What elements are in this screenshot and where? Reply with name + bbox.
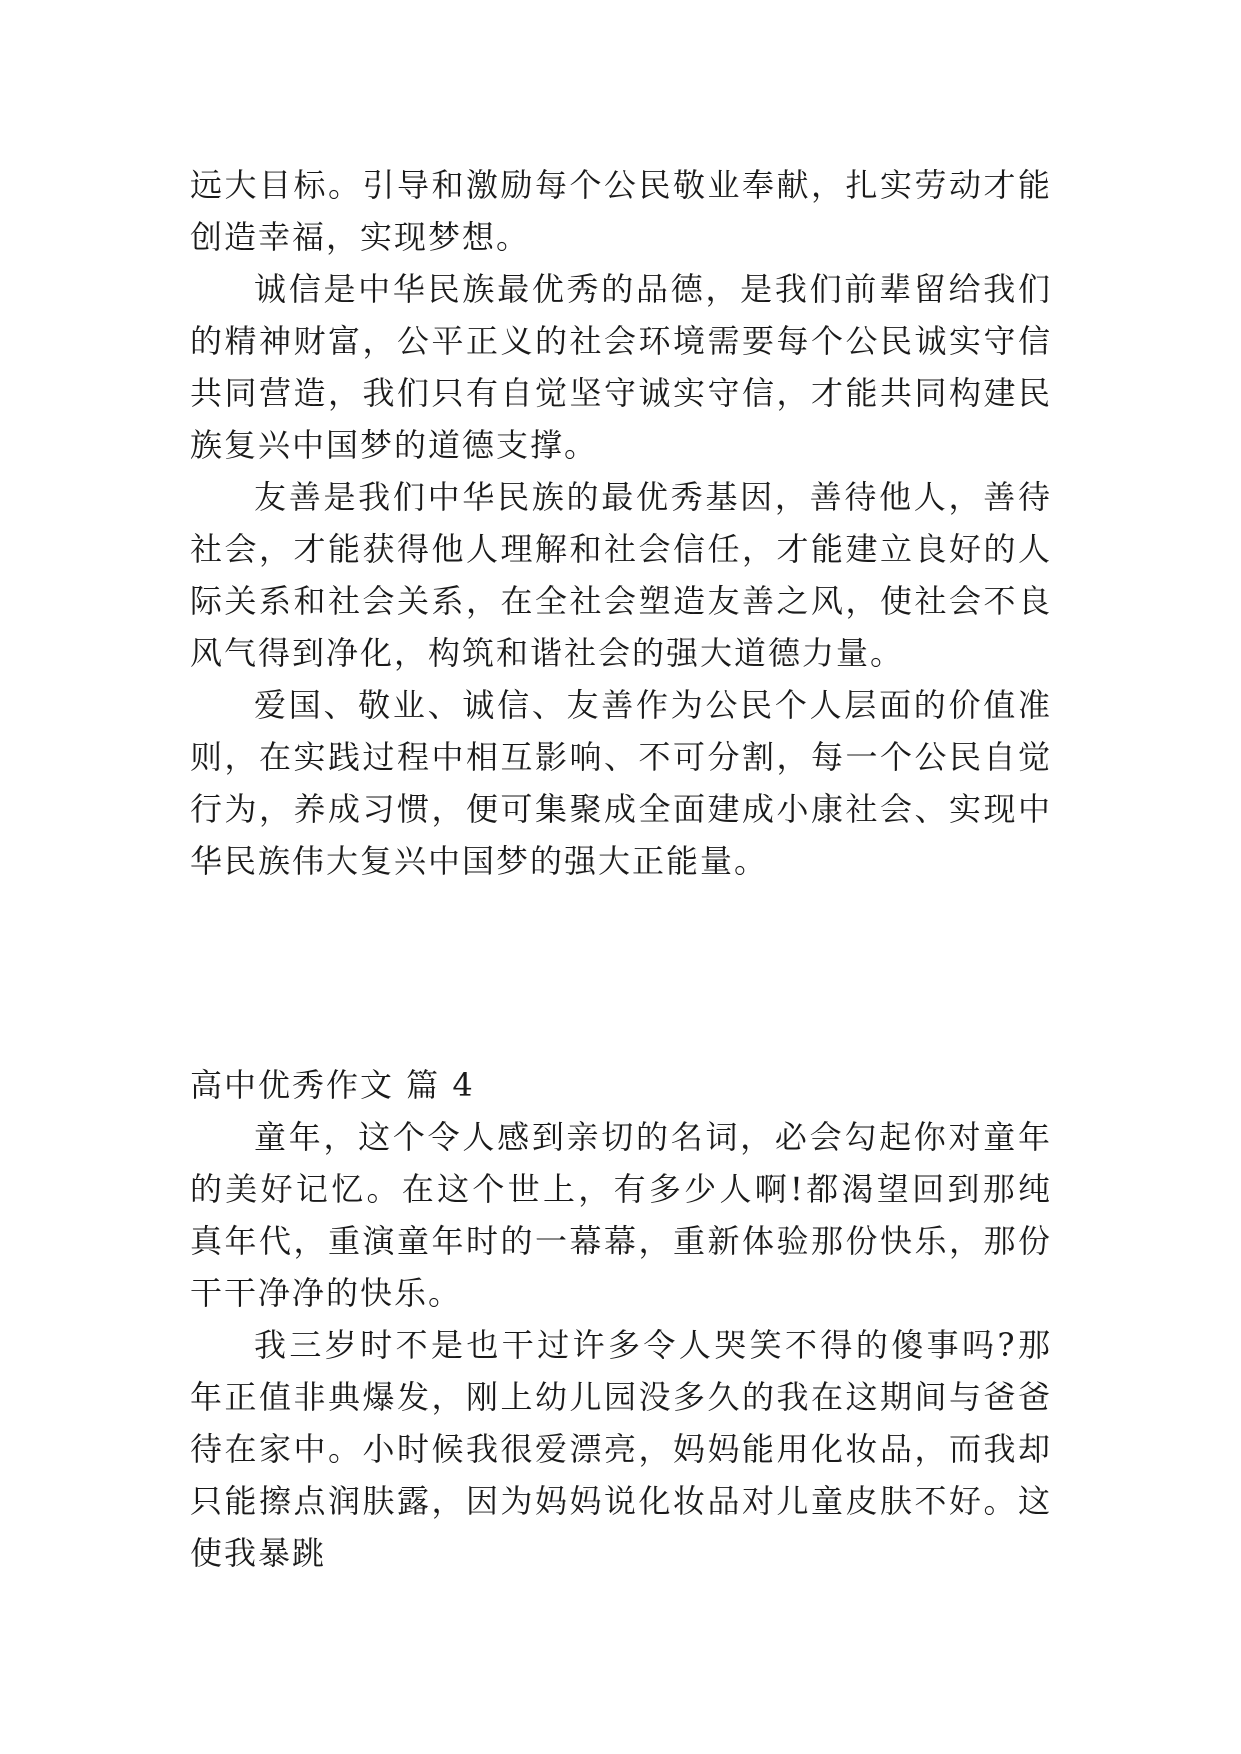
paragraph-friendliness: 友善是我们中华民族的最优秀基因，善待他人，善待社会，才能获得他人理解和社会信任，才能建立良好的人际关系和社会关系，在全社会塑造友善之风，使社会不良风气得到净化，构筑和谐社会的强大道德力量。 <box>190 478 1052 672</box>
essay-section-4 <box>190 1059 1052 1579</box>
paragraph-integrity: 诚信是中华民族最优秀的品德，是我们前辈留给我们的精神财富，公平正义的社会环境需要每个公民诚实守信共同营造，我们只有自觉坚守诚实守信，才能共同构建民族复兴中国梦的道德支撑。 <box>190 270 1052 464</box>
paragraph-childhood-intro: 童年，这个令人感到亲切的名词，必会勾起你对童年的美好记忆。在这个世上，有多少人啊!都渴望回到那纯真年代，重演童年时的一幕幕，重新体验那份快乐，那份干干净净的快乐。 <box>190 1118 1052 1312</box>
paragraph-values-summary: 爱国、敬业、诚信、友善作为公民个人层面的价值准则，在实践过程中相互影响、不可分割，每一个公民自觉行为，养成习惯，便可集聚成全面建成小康社会、实现中华民族伟大复兴中国梦的强大正能量。 <box>190 686 1052 880</box>
essay-body-part-1 <box>190 159 1052 887</box>
continuation-paragraph: 远大目标。引导和激励每个公民敬业奉献，扎实劳动才能创造幸福，实现梦想。 <box>190 166 1052 256</box>
paragraph-childhood-story: 我三岁时不是也干过许多令人哭笑不得的傻事吗?那年正值非典爆发，刚上幼儿园没多久的我在这期间与爸爸待在家中。小时候我很爱漂亮，妈妈能用化妆品，而我却只能擦点润肤露，因为妈妈说化妆品对儿童皮肤不好。这使我暴跳 <box>190 1326 1052 1572</box>
section-heading: 高中优秀作文 篇 4 <box>190 1066 475 1104</box>
